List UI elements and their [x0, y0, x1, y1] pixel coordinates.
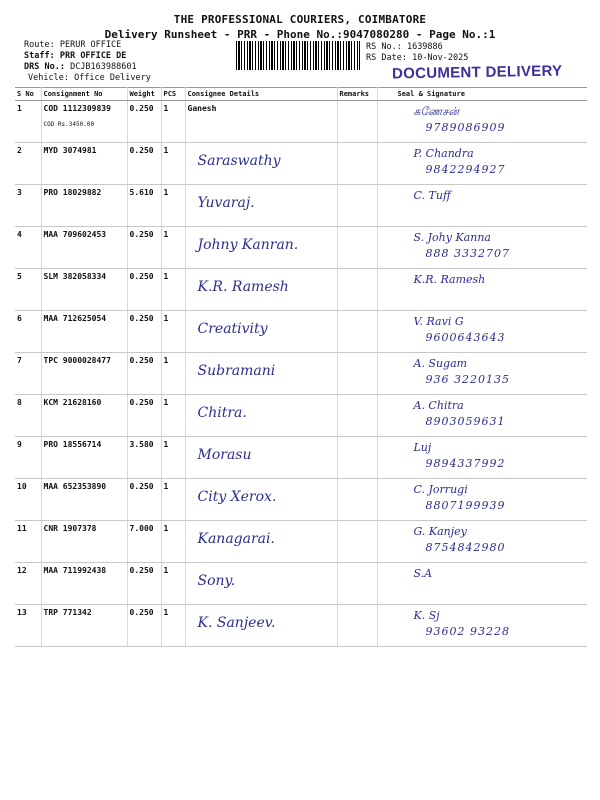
- signature: கணேசன்: [413, 105, 460, 118]
- consignee-handwritten: Kanagarai.: [197, 531, 275, 547]
- signature: S. Johy Kanna: [413, 231, 491, 244]
- row-signature: [377, 185, 587, 227]
- row-pcs: 1: [161, 479, 185, 521]
- row-pcs: 1: [161, 563, 185, 605]
- signature: A. Sugam: [413, 357, 468, 370]
- row-consignment-no: [41, 101, 127, 143]
- signature-phone: 9600643643: [425, 331, 506, 344]
- signature-phone: 9894337992: [425, 457, 506, 470]
- row-pcs: 1: [161, 437, 185, 479]
- drs-line: [24, 62, 137, 72]
- vehicle-value: Office Delivery: [74, 73, 151, 83]
- row-remarks: [337, 479, 377, 521]
- row-weight: 0.250: [127, 227, 161, 269]
- col-consignment: Consignment No: [41, 88, 127, 101]
- row-signature: [377, 101, 587, 143]
- table-header-row: [15, 88, 587, 101]
- row-consignee: [185, 437, 337, 479]
- table-row: [15, 605, 587, 647]
- signature: Luj: [413, 441, 432, 454]
- row-remarks: [337, 269, 377, 311]
- consignee-handwritten: Creativity: [197, 321, 268, 337]
- row-weight: 0.250: [127, 395, 161, 437]
- row-consignee: [185, 521, 337, 563]
- row-sno: 8: [15, 395, 41, 437]
- row-signature: [377, 269, 587, 311]
- row-signature: [377, 143, 587, 185]
- row-consignment-no: [41, 521, 127, 563]
- table-row: [15, 437, 587, 479]
- row-remarks: [337, 227, 377, 269]
- row-sno: 3: [15, 185, 41, 227]
- rs-no-value: 1639886: [406, 42, 443, 52]
- row-consignee: [185, 185, 337, 227]
- row-remarks: [337, 311, 377, 353]
- consignment-no: COD 1112309839: [43, 104, 111, 113]
- row-remarks: [337, 101, 377, 143]
- staff-line: [24, 51, 126, 61]
- signature: K.R. Ramesh: [413, 273, 486, 286]
- row-consignee: [185, 269, 337, 311]
- row-weight: 0.250: [127, 143, 161, 185]
- signature: V. Ravi G: [413, 315, 464, 328]
- rs-date-label: RS Date:: [366, 53, 407, 63]
- row-sno: 4: [15, 227, 41, 269]
- row-weight: 0.250: [127, 605, 161, 647]
- row-weight: 0.250: [127, 479, 161, 521]
- consignee-handwritten: City Xerox.: [197, 489, 277, 505]
- table-row: [15, 185, 587, 227]
- col-remarks: Remarks: [337, 88, 377, 101]
- vehicle-line: [28, 73, 151, 83]
- signature: G. Kanjey: [413, 525, 467, 538]
- row-sno: 10: [15, 479, 41, 521]
- col-consignee: Consignee Details: [185, 88, 337, 101]
- consignee-handwritten: Subramani: [197, 363, 276, 379]
- row-weight: 0.250: [127, 269, 161, 311]
- row-pcs: 1: [161, 269, 185, 311]
- consignee-handwritten: Saraswathy: [197, 153, 281, 169]
- consignment-no: MAA 711992438: [43, 566, 107, 575]
- row-pcs: 1: [161, 311, 185, 353]
- row-sno: 2: [15, 143, 41, 185]
- consignment-no: SLM 382058334: [43, 272, 107, 281]
- consignee-handwritten: Sony.: [197, 573, 236, 589]
- consignment-no: TRP 771342: [43, 608, 92, 617]
- row-sno: 9: [15, 437, 41, 479]
- signature-phone: 9842294927: [425, 163, 506, 176]
- route-line: [24, 40, 121, 50]
- row-sno: 6: [15, 311, 41, 353]
- consignment-no: TPC 9000028477: [43, 356, 111, 365]
- staff-label: Staff:: [24, 51, 55, 61]
- table-row: [15, 101, 587, 143]
- consignment-no: MYD 3074981: [43, 146, 97, 155]
- runsheet-table: [15, 87, 587, 647]
- row-weight: 0.250: [127, 311, 161, 353]
- signature-phone: 8807199939: [425, 499, 506, 512]
- rs-date-line: [366, 53, 468, 63]
- row-pcs: 1: [161, 605, 185, 647]
- signature: C. Jorrugi: [413, 483, 468, 496]
- row-pcs: 1: [161, 185, 185, 227]
- signature-phone: 9789086909: [425, 121, 506, 134]
- row-consignment-no: [41, 185, 127, 227]
- row-remarks: [337, 521, 377, 563]
- drs-value: DCJB163988601: [70, 62, 137, 72]
- consignee-name: Ganesh: [187, 104, 217, 113]
- consignment-no: CNR 1907378: [43, 524, 97, 533]
- row-pcs: 1: [161, 395, 185, 437]
- consignment-no: MAA 709602453: [43, 230, 107, 239]
- consignee-handwritten: Morasu: [197, 447, 252, 463]
- table-row: [15, 521, 587, 563]
- signature-phone: 888 3332707: [425, 247, 510, 260]
- row-consignee: [185, 605, 337, 647]
- table-row: [15, 227, 587, 269]
- row-pcs: 1: [161, 227, 185, 269]
- row-pcs: 1: [161, 101, 185, 143]
- row-signature: [377, 521, 587, 563]
- row-consignment-no: [41, 437, 127, 479]
- row-signature: [377, 227, 587, 269]
- table-row: [15, 395, 587, 437]
- signature-phone: 936 3220135: [425, 373, 510, 386]
- signature: K. Sj: [413, 609, 440, 622]
- row-pcs: 1: [161, 353, 185, 395]
- row-consignee: [185, 101, 337, 143]
- row-consignment-no: [41, 227, 127, 269]
- row-consignee: [185, 227, 337, 269]
- row-signature: [377, 605, 587, 647]
- signature: S.A: [413, 567, 433, 580]
- consignee-handwritten: Johny Kanran.: [197, 237, 299, 253]
- row-consignment-no: [41, 605, 127, 647]
- consignment-no: MAA 712625054: [43, 314, 107, 323]
- row-signature: [377, 563, 587, 605]
- signature-phone: 8754842980: [425, 541, 506, 554]
- table-row: [15, 143, 587, 185]
- row-weight: 7.000: [127, 521, 161, 563]
- row-weight: 0.250: [127, 563, 161, 605]
- row-remarks: [337, 353, 377, 395]
- consignee-handwritten: K. Sanjeev.: [197, 615, 276, 631]
- row-consignment-no: [41, 311, 127, 353]
- rs-no-label: RS No.:: [366, 42, 402, 52]
- row-consignment-no: [41, 479, 127, 521]
- col-pcs: PCS: [161, 88, 185, 101]
- row-sno: 11: [15, 521, 41, 563]
- row-consignee: [185, 143, 337, 185]
- company-title: THE PROFESSIONAL COURIERS, COIMBATORE: [173, 13, 427, 26]
- row-signature: [377, 437, 587, 479]
- barcode: [236, 41, 360, 70]
- row-signature: [377, 353, 587, 395]
- row-consignee: [185, 563, 337, 605]
- runsheet-subtitle: Delivery Runsheet - PRR - Phone No.:9047080280 - Page No.:1: [104, 28, 496, 41]
- row-consignment-no: [41, 353, 127, 395]
- row-consignment-no: [41, 563, 127, 605]
- row-consignee: [185, 395, 337, 437]
- row-remarks: [337, 143, 377, 185]
- row-remarks: [337, 437, 377, 479]
- signature-phone: 8903059631: [425, 415, 506, 428]
- consignee-handwritten: K.R. Ramesh: [197, 279, 289, 295]
- row-remarks: [337, 605, 377, 647]
- consignee-handwritten: Chitra.: [197, 405, 247, 421]
- row-weight: 5.610: [127, 185, 161, 227]
- col-signature: Seal & Signature: [377, 88, 587, 101]
- signature-phone: 93602 93228: [425, 625, 510, 638]
- table-row: [15, 311, 587, 353]
- row-consignment-no: [41, 395, 127, 437]
- row-sno: 12: [15, 563, 41, 605]
- table-row: [15, 479, 587, 521]
- row-pcs: 1: [161, 143, 185, 185]
- table-row: [15, 269, 587, 311]
- row-consignment-no: [41, 269, 127, 311]
- row-remarks: [337, 185, 377, 227]
- signature: A. Chitra: [413, 399, 464, 412]
- row-consignee: [185, 479, 337, 521]
- col-sno: S No: [15, 88, 41, 101]
- row-consignee: [185, 353, 337, 395]
- row-sno: 5: [15, 269, 41, 311]
- table-row: [15, 563, 587, 605]
- row-signature: [377, 311, 587, 353]
- rs-date-value: 10-Nov-2025: [412, 53, 469, 63]
- row-remarks: [337, 563, 377, 605]
- consignment-no: MAA 652353890: [43, 482, 107, 491]
- row-weight: 0.250: [127, 101, 161, 143]
- row-consignee: [185, 311, 337, 353]
- row-pcs: 1: [161, 521, 185, 563]
- document-delivery-stamp: DOCUMENT DELIVERY: [391, 62, 563, 83]
- row-sno: 1: [15, 101, 41, 143]
- row-weight: 0.250: [127, 353, 161, 395]
- row-consignment-no: [41, 143, 127, 185]
- consignment-no: PRO 18556714: [43, 440, 102, 449]
- row-weight: 3.580: [127, 437, 161, 479]
- col-weight: Weight: [127, 88, 161, 101]
- route-label: Route:: [24, 40, 55, 50]
- signature: P. Chandra: [413, 147, 474, 160]
- row-sno: 7: [15, 353, 41, 395]
- drs-label: DRS No.:: [24, 62, 65, 72]
- consignment-no: KCM 21628160: [43, 398, 102, 407]
- consignment-no: PRO 18029882: [43, 188, 102, 197]
- staff-value: PRR OFFICE DE: [59, 51, 127, 61]
- consignee-handwritten: Yuvaraj.: [197, 195, 255, 211]
- rs-no-line: [366, 42, 443, 52]
- row-remarks: [337, 395, 377, 437]
- table-row: [15, 353, 587, 395]
- signature: C. Tuff: [413, 189, 451, 202]
- route-value: PERUR OFFICE: [59, 40, 122, 50]
- row-signature: [377, 395, 587, 437]
- cod-amount: COD Rs.3450.00: [43, 121, 95, 128]
- row-sno: 13: [15, 605, 41, 647]
- vehicle-label: Vehicle:: [28, 73, 69, 83]
- row-signature: [377, 479, 587, 521]
